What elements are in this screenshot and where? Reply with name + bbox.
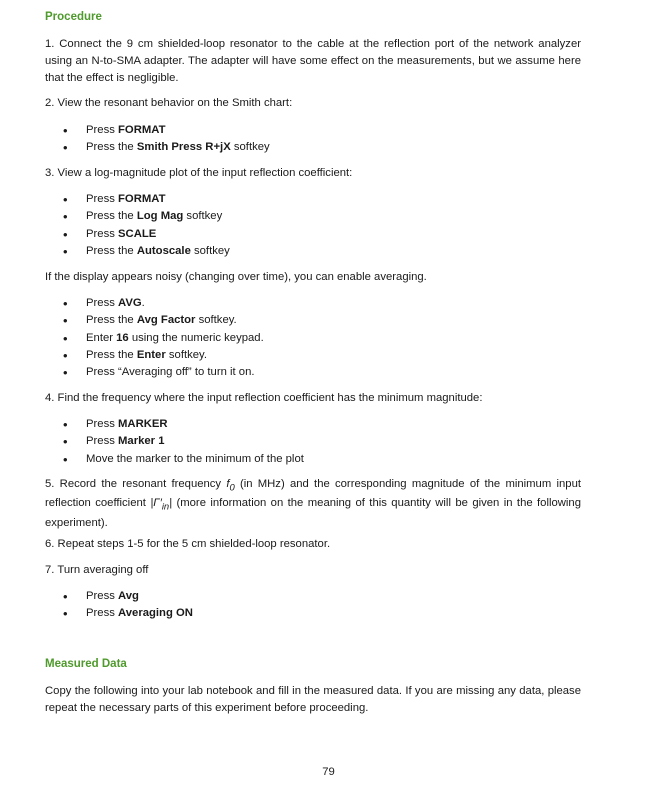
list-item-text: Press (86, 124, 119, 136)
list-item-text: Press (86, 435, 119, 448)
step-7-list (45, 588, 193, 623)
averaging-text: If the display appears noisy (changing over time), you can enable averaging. (45, 271, 427, 283)
list-item (45, 364, 264, 381)
list-item-key: Smith Press R+jX (136, 141, 231, 154)
averaging-list (45, 295, 264, 381)
list-item-text: softkey (190, 244, 230, 257)
list-item (45, 330, 264, 347)
page-number: 79 (322, 766, 335, 778)
f0-letter: f (226, 478, 230, 490)
step-3-list (45, 191, 230, 260)
gamma-symbol (150, 497, 173, 512)
step-7-text: 7. Turn averaging off (45, 564, 149, 576)
gamma-subscript: in (161, 500, 170, 512)
step-5-text-a: 5. Record the resonant frequency (45, 478, 227, 490)
list-item-text: softkey. (165, 348, 207, 361)
list-item-key: Enter (136, 348, 166, 361)
list-item (45, 605, 193, 622)
list-item (45, 191, 230, 208)
list-item-key: SCALE (118, 227, 157, 240)
list-item-text: Press (86, 418, 119, 430)
measured-data-text: Copy the following into your lab notebook and fill in the measured data. If you are missing any data, please repeat the necessary parts of this experiment before proceeding. (45, 685, 581, 714)
gamma-close: | (169, 497, 173, 510)
list-item-key: Marker 1 (118, 435, 165, 448)
list-item-key: Avg Factor (136, 314, 196, 327)
list-item (45, 416, 304, 433)
list-item-text: Press (86, 607, 119, 620)
step-4-list (45, 416, 304, 468)
list-item-text: Press (86, 590, 119, 602)
list-item-text: Press (86, 193, 119, 205)
list-item-text: softkey. (195, 314, 237, 327)
f0-symbol (226, 478, 235, 493)
step-2-text: 2. View the resonant behavior on the Smith chart: (45, 97, 293, 109)
list-item-key: AVG (118, 297, 142, 309)
list-item (45, 347, 264, 364)
list-item-key: MARKER (118, 418, 168, 430)
list-item (45, 451, 304, 468)
list-item (45, 243, 230, 260)
list-item (45, 122, 270, 139)
list-item (45, 295, 264, 312)
list-item-text: softkey (230, 141, 270, 154)
list-item-text: softkey (183, 210, 223, 223)
measured-data-heading: Measured Data (45, 658, 127, 670)
list-item-text: Press the (86, 210, 137, 223)
step-1-text: 1. Connect the 9 cm shielded-loop resonator to the cable at the reflection port of the network analyzer using an N-to-SMA adapter. The adapter will have some effect on the measurements, but we assume here that the effect is negligible. (45, 38, 581, 84)
list-item-key: 16 (116, 331, 129, 344)
list-item-text: Press (86, 297, 119, 309)
list-item (45, 312, 264, 329)
step-3-text: 3. View a log-magnitude plot of the input reflection coefficient: (45, 167, 353, 179)
list-item-text: Press the (86, 244, 137, 257)
list-item-text: Press (86, 227, 119, 240)
step-5-text (45, 476, 581, 532)
list-item (45, 588, 193, 605)
list-item-text: Press the (86, 314, 137, 327)
list-item-text: Press the (86, 141, 137, 154)
list-item-key: Autoscale (136, 244, 191, 257)
list-item-key: Averaging ON (118, 607, 193, 620)
list-item-key: FORMAT (118, 124, 166, 136)
list-item-text: Press “Averaging off” to turn it on. (86, 366, 255, 379)
step-2-list (45, 122, 270, 157)
list-item (45, 139, 270, 156)
list-item-key: Log Mag (136, 210, 184, 223)
gamma-letter: |Γ′ (150, 497, 162, 510)
list-item-text: Move the marker to the minimum of the plot (86, 452, 304, 465)
procedure-heading: Procedure (45, 11, 102, 23)
list-item-text: Enter (86, 331, 117, 344)
list-item-key: FORMAT (118, 193, 166, 205)
list-item-text: using the numeric keypad. (128, 331, 264, 344)
list-item (45, 433, 304, 450)
list-item-key: Avg (118, 590, 139, 602)
step-5-text-c: (more information on the meaning of this quantity will be given in the following experiment). (45, 497, 581, 529)
list-item (45, 208, 230, 225)
list-item-text: . (141, 297, 145, 309)
list-item-text: Press the (86, 348, 137, 361)
step-4-text: 4. Find the frequency where the input reflection coefficient has the minimum magnitude: (45, 392, 483, 404)
list-item (45, 226, 230, 243)
f0-subscript: 0 (229, 481, 235, 493)
step-5-text-b: (in MHz) and the corresponding magnitude of the minimum input reflection coefficient (45, 478, 581, 510)
step-6-text: 6. Repeat steps 1-5 for the 5 cm shielded-loop resonator. (45, 538, 331, 550)
